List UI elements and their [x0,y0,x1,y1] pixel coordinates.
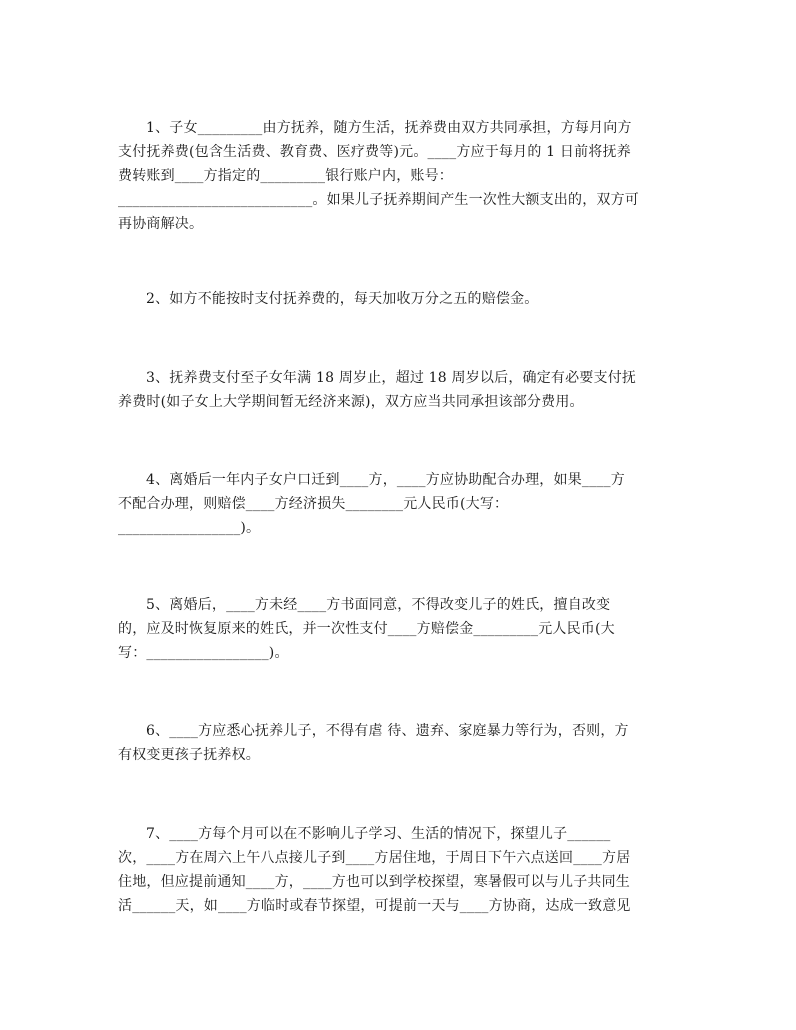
paragraph-line: 养费时(如子女上大学期间暂无经济来源)，双方应当共同承担该部分费用。 [118,394,584,410]
paragraph-line: 费转账到____方指定的_________银行账户内，账号： [118,168,453,184]
paragraph-line: 5、离婚后，____方未经____方书面同意，不得改变儿子的姓氏，擅自改变 [146,597,611,613]
paragraph-line: 1、子女_________由方抚养，随方生活，抚养费由双方共同承担，方每月向方 [146,120,632,136]
paragraph-3 [118,366,678,414]
paragraph-line: 次，____方在周六上午八点接儿子到____方居住地，于周日下午六点送回____方居 [118,850,631,866]
paragraph-line: 4、离婚后一年内子女户口迁到____方，____方应协助配合办理，如果____方 [146,472,625,488]
paragraph-line: 有权变更孩子抚养权。 [118,747,260,763]
paragraph-line: 住地，但应提前通知____方，____方也可以到学校探望，寒暑假可以与儿子共同生 [118,874,630,890]
paragraph-1 [118,116,678,236]
paragraph-line: 活______天，如____方临时或春节探望，可提前一天与____方协商，达成一致意见 [118,898,631,914]
paragraph-7 [118,822,678,918]
paragraph-line: 写：_________________)。 [118,645,289,661]
paragraph-line: 6、____方应悉心抚养儿子，不得有虐 待、遗弃、家庭暴力等行为，否则，方 [146,723,629,739]
paragraph-line: ___________________________。如果儿子抚养期间产生一次性大额支出的，双方可 [118,192,639,208]
paragraph-line: _________________)。 [118,520,261,536]
paragraph-6 [118,719,678,767]
paragraph-line: 再协商解决。 [118,216,204,232]
paragraph-line: 的，应及时恢复原来的姓氏，并一次性支付____方赔偿金_________元人民币(大 [118,621,615,637]
paragraph-line: 不配合办理，则赔偿____方经济损失________元人民币(大写： [118,496,509,512]
paragraph-line: 2、如方不能按时支付抚养费的，每天加收万分之五的赔偿金。 [146,291,539,307]
paragraph-line: 7、____方每个月可以在不影响儿子学习、生活的情况下，探望儿子______ [146,826,611,842]
paragraph-line: 3、抚养费支付至子女年满 18 周岁止，超过 18 周岁以后，确定有必要支付抚 [146,370,637,386]
paragraph-5 [118,593,678,665]
paragraph-4 [118,468,678,540]
paragraph-line: 支付抚养费(包含生活费、教育费、医疗费等)元。____方应于每月的 1 日前将抚养 [118,144,631,160]
paragraph-2 [118,287,678,311]
